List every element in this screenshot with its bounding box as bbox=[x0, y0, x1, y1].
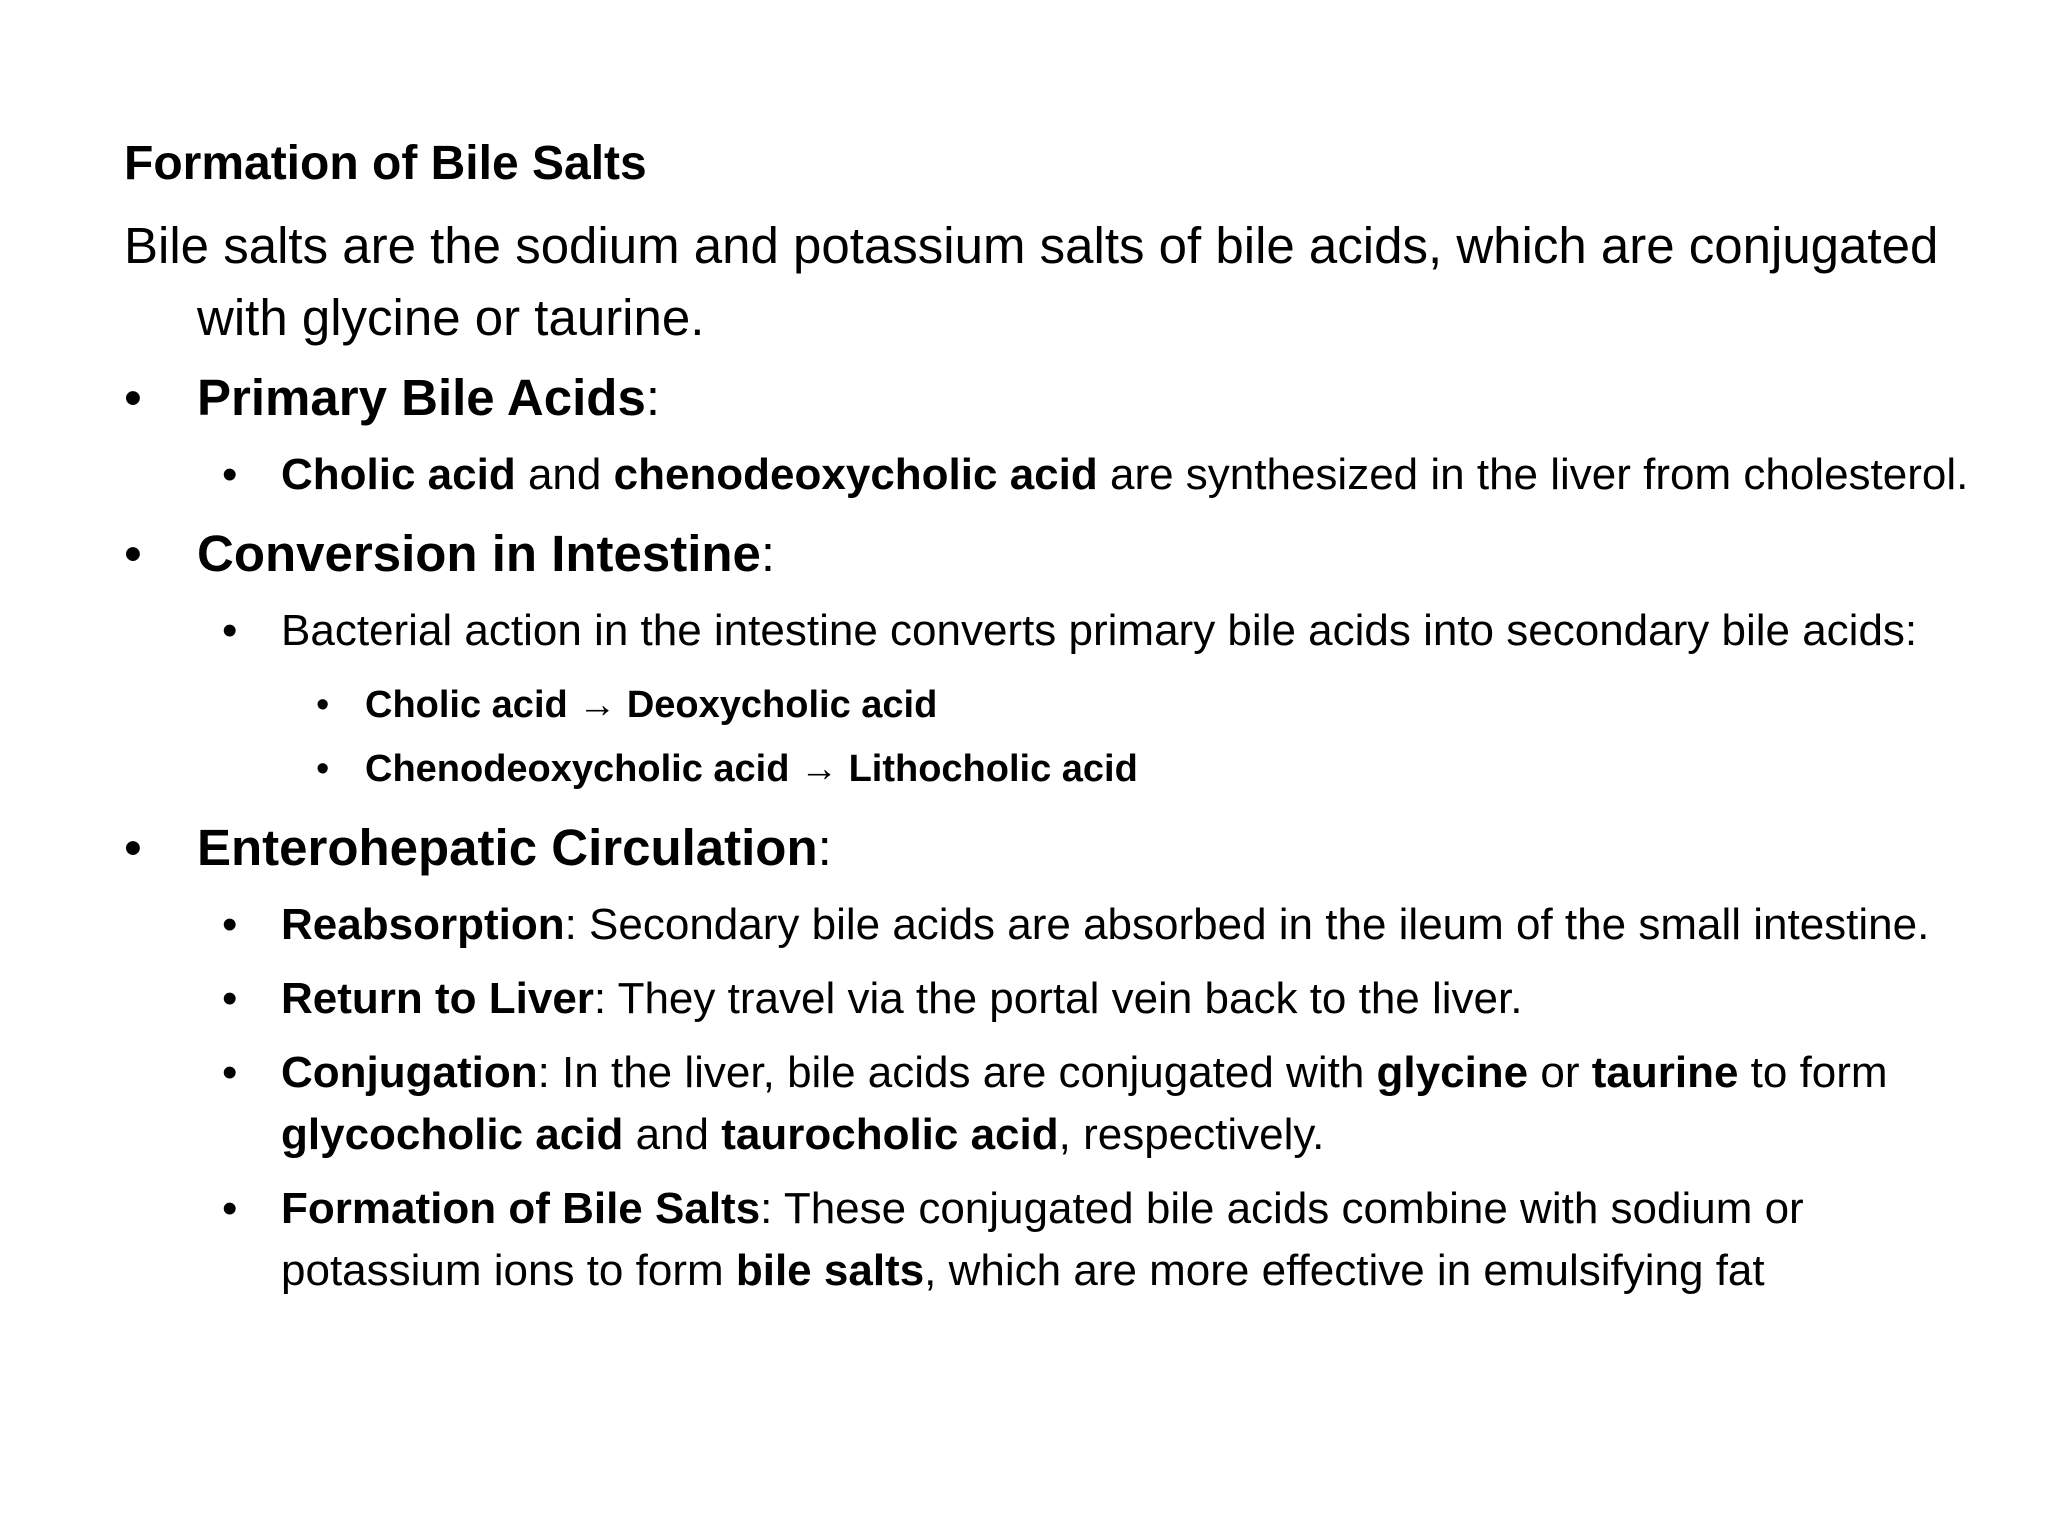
bullet-cholic-synthesis bbox=[124, 444, 1974, 506]
heading-enterohepatic-circulation: Enterohepatic Circulation bbox=[197, 819, 818, 876]
heading-conversion-in-intestine: Conversion in Intestine bbox=[197, 525, 761, 582]
heading-colon: : bbox=[645, 369, 660, 426]
bullet-dot: • bbox=[316, 748, 330, 790]
bullet-dot: • bbox=[222, 900, 238, 949]
text-bacterial-action: Bacterial action in the intestine converts primary bile acids into secondary bile acids: bbox=[281, 606, 1918, 655]
text-fragment: : These conjugated bile acids combine with sodium or potassium ions to form bbox=[281, 1184, 1804, 1295]
bullet-return-to-liver bbox=[124, 968, 1974, 1030]
term-taurine: taurine bbox=[1591, 1048, 1739, 1097]
term-cholic-acid: Cholic acid bbox=[365, 684, 568, 726]
label-conjugation: Conjugation bbox=[281, 1048, 538, 1097]
bullet-dot: • bbox=[222, 1184, 238, 1233]
text-fragment: : In the liver, bile acids are conjugated with bbox=[537, 1048, 1377, 1097]
bullet-primary-bile-acids bbox=[124, 362, 1974, 434]
bullet-cholic-to-deoxycholic bbox=[124, 674, 1974, 736]
text-return-to-liver: : They travel via the portal vein back to the liver. bbox=[593, 974, 1523, 1023]
bullet-reabsorption bbox=[124, 894, 1974, 956]
bullet-enterohepatic-circulation bbox=[124, 812, 1974, 884]
label-return-to-liver: Return to Liver bbox=[281, 974, 594, 1023]
heading-colon: : bbox=[817, 819, 832, 876]
intro-paragraph: Bile salts are the sodium and potassium salts of bile acids, which are conjugated with glycine or taurine. bbox=[124, 217, 1939, 346]
text-fragment: , which are more effective in emulsifying fat bbox=[924, 1246, 1765, 1295]
text-reabsorption: : Secondary bile acids are absorbed in the ileum of the small intestine. bbox=[564, 900, 1930, 949]
term-bile-salts: bile salts bbox=[735, 1246, 925, 1295]
bullet-dot: • bbox=[222, 974, 238, 1023]
bullet-conversion-in-intestine bbox=[124, 518, 1974, 590]
term-deoxycholic-acid: Deoxycholic acid bbox=[626, 684, 938, 726]
right-arrow-icon: → bbox=[567, 684, 627, 726]
heading-primary-bile-acids: Primary Bile Acids bbox=[197, 369, 646, 426]
term-cholic-acid: Cholic acid bbox=[281, 450, 516, 499]
right-arrow-icon: → bbox=[789, 748, 849, 790]
text-fragment: and bbox=[623, 1110, 722, 1159]
bullet-dot: • bbox=[124, 369, 142, 426]
slide-title: Formation of Bile Salts bbox=[124, 137, 647, 190]
term-chenodeoxycholic-acid: Chenodeoxycholic acid bbox=[365, 748, 790, 790]
term-glycocholic-acid: glycocholic acid bbox=[281, 1110, 624, 1159]
bullet-dot: • bbox=[222, 606, 238, 655]
text-fragment: and bbox=[515, 450, 614, 499]
slide-body bbox=[124, 210, 1974, 1314]
term-chenodeoxycholic-acid: chenodeoxycholic acid bbox=[613, 450, 1098, 499]
text-fragment: or bbox=[1528, 1048, 1592, 1097]
term-lithocholic-acid: Lithocholic acid bbox=[848, 748, 1138, 790]
term-glycine: glycine bbox=[1376, 1048, 1529, 1097]
text-fragment: , respectively. bbox=[1058, 1110, 1325, 1159]
text-fragment: to form bbox=[1738, 1048, 1888, 1097]
label-formation-of-bile-salts: Formation of Bile Salts bbox=[281, 1184, 761, 1233]
bullet-formation-of-bile-salts bbox=[124, 1178, 1974, 1302]
label-reabsorption: Reabsorption bbox=[281, 900, 565, 949]
heading-colon: : bbox=[760, 525, 776, 582]
bullet-conjugation bbox=[124, 1042, 1974, 1166]
bullet-dot: • bbox=[124, 525, 142, 582]
term-taurocholic-acid: taurocholic acid bbox=[721, 1110, 1059, 1159]
bullet-dot: • bbox=[222, 1048, 238, 1097]
text-fragment: are synthesized in the liver from cholesterol. bbox=[1097, 450, 1969, 499]
bullet-dot: • bbox=[222, 450, 238, 499]
bullet-bacterial-action bbox=[124, 600, 1974, 662]
bullet-dot: • bbox=[316, 684, 330, 726]
bullet-dot: • bbox=[124, 819, 142, 876]
bullet-cheno-to-lithocholic bbox=[124, 738, 1974, 800]
